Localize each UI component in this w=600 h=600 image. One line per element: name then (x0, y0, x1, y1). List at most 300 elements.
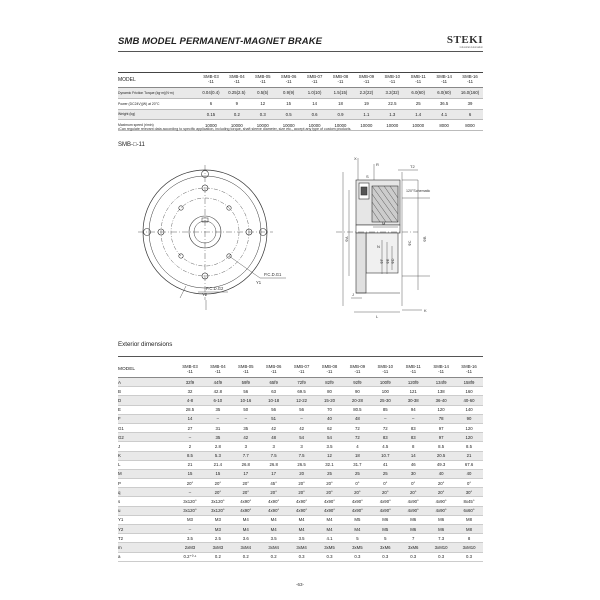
table-cell: M4 (288, 515, 316, 524)
table-cell: 4 (343, 442, 371, 451)
table-cell: 0.2⁺⁰·¹ (176, 552, 204, 561)
table-cell: 17 (232, 469, 260, 478)
row-label: B (118, 387, 176, 396)
label-pcd-g1: P.C.D.G1 (264, 272, 282, 277)
table-row (118, 534, 483, 543)
table-cell: 20° (427, 488, 455, 497)
table-cell: 8 (399, 442, 427, 451)
table-row (118, 433, 483, 442)
table-cell: 2.8 (204, 442, 232, 451)
table-cell: 20° (427, 479, 455, 488)
model-header-line: -11 (415, 79, 422, 84)
row-label: A (118, 378, 176, 387)
table-row (118, 396, 483, 405)
table-cell: 4.1 (431, 109, 457, 120)
table-cell: 21 (455, 451, 483, 460)
label-dim-a: ΦA (345, 236, 349, 242)
table-cell: 15 (276, 98, 302, 109)
model-header-line: SMB-04 (210, 364, 226, 370)
label-pcd-g2: P.C.D.G2 (206, 286, 224, 291)
table-cell: 7.5 (288, 451, 316, 460)
table-cell: 48 (260, 433, 288, 442)
table-cell: 0.3 (371, 552, 399, 561)
table-cell: 3xM5 (343, 543, 371, 552)
table-cell: 4x90° (399, 497, 427, 506)
model-header (204, 363, 232, 378)
table-cell: 1.5(15) (328, 88, 354, 99)
exterior-rule (118, 356, 483, 357)
model-header (288, 363, 316, 378)
table-cell: 18 (328, 98, 354, 109)
table-cell: 4x90° (427, 497, 455, 506)
table-cell: 42 (260, 423, 288, 432)
table-cell: 3xM10 (427, 543, 455, 552)
row-label: Weight (kg) (118, 109, 198, 120)
table-cell: 70 (316, 405, 344, 414)
table-cell: 85 (371, 405, 399, 414)
spec-note: •Can regulate relevant data according to specific application, including torque, shaft sleeve diameter, size etc., accept any type of custom products. (118, 127, 352, 131)
table-cell: 14 (176, 414, 204, 423)
table-cell: 4.5 (371, 442, 399, 451)
model-header (455, 363, 483, 378)
table-cell: 36-40 (427, 396, 455, 405)
table-cell: 0.2 (204, 552, 232, 561)
table-cell: 120 (427, 405, 455, 414)
model-header-line: -11 (410, 369, 417, 374)
table-cell: 78 (427, 414, 455, 423)
table-cell: 20 (288, 469, 316, 478)
table-cell: 3 (260, 442, 288, 451)
model-header-line: SMB-11 (405, 364, 421, 370)
row-label: a (118, 552, 176, 561)
table-cell: 65f9 (260, 378, 288, 387)
row-label: m (118, 543, 176, 552)
table-cell: 1.1 (353, 109, 379, 120)
table-row (118, 423, 483, 432)
table-cell: 4x90° (316, 506, 344, 515)
table-cell: 35 (204, 405, 232, 414)
model-header (302, 73, 328, 88)
table-cell: 3xM3 (204, 543, 232, 552)
table-cell: 10000 (328, 120, 354, 131)
table-cell: 26.8 (232, 460, 260, 469)
table-cell: 94 (399, 405, 427, 414)
table-cell: 20° (371, 488, 399, 497)
table-cell: 4x90° (316, 497, 344, 506)
table-cell: 4-8 (176, 396, 204, 405)
table-cell: 12 (316, 451, 344, 460)
label-m: M (382, 221, 386, 226)
table-cell: 10000 (276, 120, 302, 131)
table-cell: 15-20 (316, 396, 344, 405)
table-cell: 50 (232, 405, 260, 414)
table-cell: 10.7 (371, 451, 399, 460)
table-cell: 4x90° (371, 497, 399, 506)
table-cell: 63 (260, 387, 288, 396)
table-cell: 8.5 (427, 442, 455, 451)
table-cell: 21.4 (204, 460, 232, 469)
table-cell: 0.2 (232, 552, 260, 561)
table-cell: M5 (371, 525, 399, 534)
table-cell: M8 (455, 525, 483, 534)
model-header-line: -11 (326, 369, 333, 374)
model-header-line: SMB-08 (321, 364, 338, 370)
table-cell: 15 (204, 469, 232, 478)
model-header-line: -11 (187, 369, 193, 374)
model-header (198, 73, 224, 88)
table-cell: 0° (455, 479, 483, 488)
table-cell: 4x90° (399, 506, 427, 515)
model-header-line: -11 (382, 369, 389, 374)
table-cell: 30-38 (399, 396, 427, 405)
table-cell: 0.3 (316, 552, 344, 561)
table-cell: 10000 (353, 120, 379, 131)
exterior-section (118, 341, 483, 357)
table-cell: 10-18 (260, 396, 288, 405)
label-dim-f: ΦF (380, 258, 384, 264)
table-cell: 3xM4 (232, 543, 260, 552)
row-label: L (118, 460, 176, 469)
label-dim-b: ΦB (423, 236, 427, 242)
table-cell: 7.5 (260, 451, 288, 460)
table-cell: 32.1 (316, 460, 344, 469)
table-cell: 3x120° (204, 506, 232, 515)
model-header-line: -11 (285, 79, 292, 84)
table-cell: 72 (343, 433, 371, 442)
table-cell: 0.3 (455, 552, 483, 561)
model-header-line: SMB-10 (384, 74, 401, 80)
table-cell: 100f9 (371, 378, 399, 387)
table-cell: 4.1 (316, 534, 344, 543)
label-k: K (424, 308, 427, 313)
table-cell: 0.3 (288, 552, 316, 561)
table-cell: 25 (343, 469, 371, 478)
table-cell: – (371, 414, 399, 423)
table-cell: 1.4 (405, 109, 431, 120)
table-cell: 31.7 (343, 460, 371, 469)
table-cell: 36.5 (431, 98, 457, 109)
table-cell: 3xM5 (316, 543, 344, 552)
table-cell: 97 (427, 423, 455, 432)
table-cell: 0.9 (328, 109, 354, 120)
table-cell: 46 (399, 460, 427, 469)
model-header (224, 73, 250, 88)
table-cell: 8.5 (455, 442, 483, 451)
row-label: Y1 (118, 515, 176, 524)
table-cell: 0° (343, 479, 371, 488)
table-cell: – (232, 414, 260, 423)
table-row (118, 378, 483, 387)
table-cell: M3 (204, 515, 232, 524)
model-header-line: -11 (337, 79, 344, 84)
table-cell: 0.9(9) (276, 88, 302, 99)
row-label: q (118, 488, 176, 497)
table-cell: 20° (343, 488, 371, 497)
model-header (371, 363, 399, 378)
table-cell: 120 (455, 423, 483, 432)
table-cell: 5.3 (204, 451, 232, 460)
model-header-line: SMB-14 (436, 74, 452, 80)
table-cell: 20° (260, 488, 288, 497)
model-header-line: -11 (242, 369, 249, 374)
table-cell: 3x120° (176, 497, 204, 506)
row-label: D (118, 396, 176, 405)
row-label: Power (DC24V)(W) at 20°C (118, 98, 198, 109)
table-cell: 0.6 (302, 109, 328, 120)
table-cell: 4x90° (260, 497, 288, 506)
model-header (457, 73, 483, 88)
row-label: J (118, 442, 176, 451)
table-cell: 10000 (405, 120, 431, 131)
table-cell: M4 (316, 525, 344, 534)
table-cell: 40-60 (455, 396, 483, 405)
exterior-table (118, 363, 483, 562)
table-cell: 21 (176, 460, 204, 469)
label-n: N (377, 244, 380, 249)
model-header-line: -11 (467, 79, 473, 84)
label-dim-d: ΦD (391, 258, 395, 264)
table-cell: 20° (232, 488, 260, 497)
brand-logo: STEKI (446, 34, 483, 46)
table-cell: 80 (316, 387, 344, 396)
row-label: Maximum speed (r/min) (118, 120, 198, 131)
table-cell: 4x90° (260, 506, 288, 515)
table-row (118, 479, 483, 488)
model-header-line: SMB-03 (203, 74, 219, 80)
table-cell: 30 (399, 469, 427, 478)
table-row (118, 552, 483, 561)
table-cell: 3x120° (204, 497, 232, 506)
table-cell: 138 (427, 387, 455, 396)
model-header-line: SMB-16 (461, 364, 477, 370)
table-cell: 17 (260, 469, 288, 478)
table-cell: 83 (399, 423, 427, 432)
model-header (316, 363, 344, 378)
table-cell: 25 (405, 98, 431, 109)
row-label: u (118, 506, 176, 515)
table-cell: M6 (371, 515, 399, 524)
table-cell: M3 (204, 525, 232, 534)
label-s: S (366, 174, 369, 179)
row-label: G2 (118, 433, 176, 442)
spec-table-header (118, 73, 483, 88)
table-cell: 2xM3 (176, 543, 204, 552)
model-header-line: SMB-05 (238, 364, 254, 370)
table-cell: 3xM10 (455, 543, 483, 552)
table-cell: 80.5 (343, 405, 371, 414)
table-cell: 0.2 (260, 552, 288, 561)
table-cell: 40 (427, 469, 455, 478)
table-cell: 42 (232, 433, 260, 442)
label-t2: T2 (410, 164, 415, 169)
model-header-line: SMB-04 (229, 74, 245, 80)
table-cell: 83 (399, 433, 427, 442)
table-cell: 12-22 (288, 396, 316, 405)
row-label: P (118, 479, 176, 488)
table-cell: M6 (399, 515, 427, 524)
table-cell: 0.3 (399, 552, 427, 561)
table-cell: 20° (204, 488, 232, 497)
table-cell: 2.2(22) (353, 88, 379, 99)
table-cell: 4x90° (371, 506, 399, 515)
table-cell: – (288, 414, 316, 423)
row-label: Dynamic Friction Torque (kg·m)(N·m) (118, 88, 198, 99)
table-cell: 0.3 (343, 552, 371, 561)
table-cell: 3.5 (316, 442, 344, 451)
model-header (250, 73, 276, 88)
table-cell: 20° (288, 479, 316, 488)
table-cell: 56 (232, 387, 260, 396)
model-header-line: -11 (363, 79, 370, 84)
table-cell: 8000 (457, 120, 483, 131)
table-cell: 42 (288, 423, 316, 432)
table-cell: 4x90° (343, 506, 371, 515)
model-label: MODEL (118, 363, 176, 378)
table-cell: – (204, 414, 232, 423)
table-row (118, 497, 483, 506)
table-cell: 8x45° (455, 497, 483, 506)
model-header-line: SMB-06 (280, 74, 297, 80)
table-cell: 100 (371, 387, 399, 396)
model-header (276, 73, 302, 88)
table-cell: 4x90° (343, 497, 371, 506)
model-header-line: SMB-11 (410, 74, 426, 80)
table-cell: 3xM6 (399, 543, 427, 552)
model-header-line: -11 (233, 79, 240, 84)
label-r: R (376, 162, 379, 167)
table-cell: 82f9 (316, 378, 344, 387)
table-cell: 4x90° (232, 506, 260, 515)
model-header (232, 363, 260, 378)
table-cell: 12 (250, 98, 276, 109)
table-cell: 32 (176, 387, 204, 396)
table-row (118, 405, 483, 414)
table-cell: 18 (343, 451, 371, 460)
table-cell: 0° (399, 479, 427, 488)
table-cell: 6 (457, 109, 483, 120)
model-header-line: SMB-03 (182, 364, 198, 370)
table-cell: 97 (427, 433, 455, 442)
exterior-table-body (118, 378, 483, 562)
table-cell: 25 (316, 469, 344, 478)
label-y1: Y1 (256, 280, 262, 285)
model-header (427, 363, 455, 378)
table-row (118, 88, 483, 99)
table-row (118, 469, 483, 478)
model-header (328, 73, 354, 88)
page-number: -63- (295, 582, 304, 587)
table-cell: 49.3 (427, 460, 455, 469)
table-cell: 40 (455, 469, 483, 478)
table-cell: 3.5 (260, 534, 288, 543)
model-label: MODEL (118, 73, 198, 88)
row-label: G1 (118, 423, 176, 432)
page-title: SMB MODEL PERMANENT-MAGNET BRAKE (118, 36, 323, 47)
table-cell: 62 (316, 423, 344, 432)
table-cell: 6.0(60) (431, 88, 457, 99)
table-cell: 4x90° (232, 497, 260, 506)
table-cell: M4 (316, 515, 344, 524)
row-label: s (118, 497, 176, 506)
table-cell: M4 (232, 515, 260, 524)
table-row (118, 451, 483, 460)
table-cell: 2.5 (204, 534, 232, 543)
model-header-line: -11 (311, 79, 318, 84)
table-cell: 3.2(32) (379, 88, 405, 99)
technical-drawing (118, 150, 483, 330)
table-cell: 35 (204, 433, 232, 442)
spec-table-body (118, 88, 483, 131)
model-header-line: -11 (298, 369, 305, 374)
model-header-line: -11 (214, 369, 221, 374)
table-cell: 20° (316, 479, 344, 488)
model-header-line: -11 (208, 79, 214, 84)
section-view (336, 158, 430, 312)
table-cell: 10000 (379, 120, 405, 131)
model-header (405, 73, 431, 88)
table-cell: 56 (260, 405, 288, 414)
table-cell: 92f9 (343, 378, 371, 387)
table-cell: 32f9 (176, 378, 204, 387)
table-cell: 54 (288, 433, 316, 442)
table-cell: 0.5 (276, 109, 302, 120)
table-cell: 10000 (224, 120, 250, 131)
row-label: Y2 (118, 525, 176, 534)
table-cell: 30° (455, 488, 483, 497)
row-label: F (118, 414, 176, 423)
model-header-line: -11 (389, 79, 396, 84)
table-cell: 140 (455, 405, 483, 414)
table-cell: 3.5 (288, 534, 316, 543)
table-cell: M6 (427, 525, 455, 534)
table-cell: 44f9 (204, 378, 232, 387)
table-row (118, 506, 483, 515)
table-cell: M6 (427, 515, 455, 524)
label-y2: Y2 (202, 292, 208, 297)
label-dim-e: ΦE (386, 258, 390, 264)
table-cell: 8.5 (176, 451, 204, 460)
table-cell: 1.0(10) (302, 88, 328, 99)
table-cell: 26.8 (260, 460, 288, 469)
table-cell: 3xM4 (260, 543, 288, 552)
table-cell: 51 (260, 414, 288, 423)
model-header (379, 73, 405, 88)
drawing-subtitle: SMB-□-11 (118, 142, 145, 148)
table-row (118, 488, 483, 497)
table-cell: M4 (260, 515, 288, 524)
model-header-line: -11 (438, 369, 445, 374)
table-cell: 25-30 (371, 396, 399, 405)
table-cell: 69.5 (288, 387, 316, 396)
table-cell: 20° (288, 488, 316, 497)
model-header-line: SMB-07 (306, 74, 323, 80)
table-row (118, 414, 483, 423)
table-cell: 10000 (198, 120, 224, 131)
model-header-line: SMB-05 (255, 74, 271, 80)
table-cell: 10000 (250, 120, 276, 131)
table-row (118, 387, 483, 396)
row-label: T2 (118, 534, 176, 543)
table-cell: 0.2 (224, 109, 250, 120)
model-header-line: -11 (354, 369, 361, 374)
table-cell: 90 (343, 387, 371, 396)
table-cell: 40 (316, 414, 344, 423)
table-cell: 0.04(0.4) (198, 88, 224, 99)
table-cell: 28.5 (176, 405, 204, 414)
table-cell: 121 (399, 387, 427, 396)
label-x: X (354, 156, 357, 161)
table-row (118, 460, 483, 469)
